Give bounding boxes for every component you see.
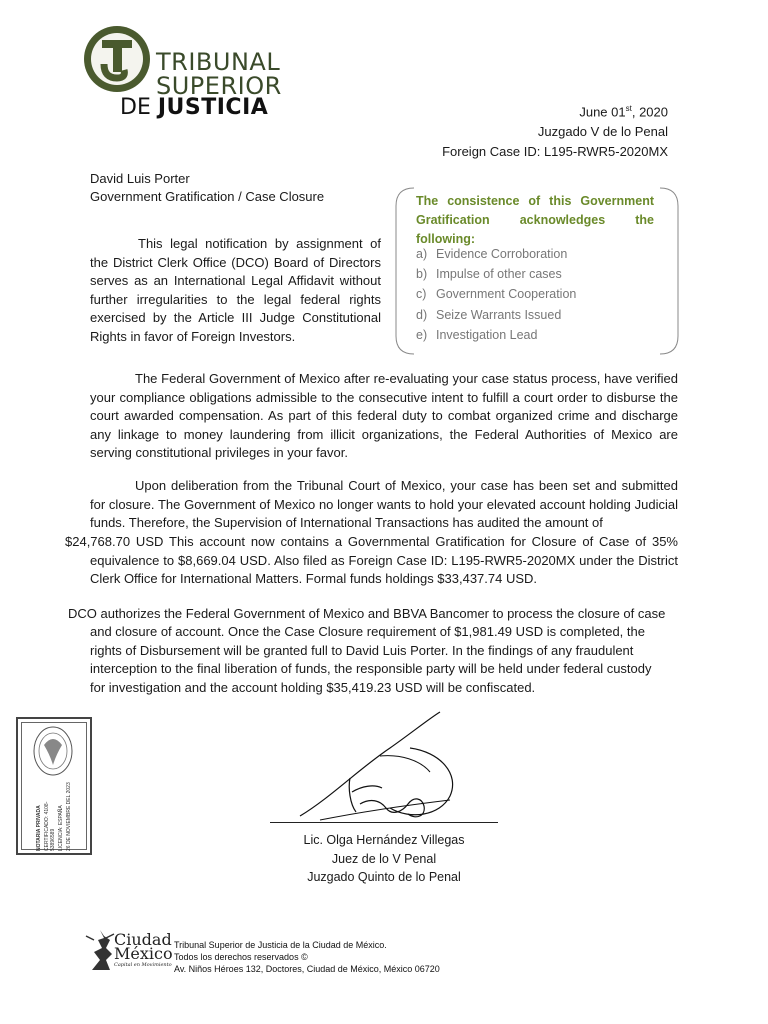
list-item: c) Government Cooperation — [416, 287, 577, 302]
list-item: e) Investigation Lead — [416, 327, 538, 342]
header-date: June 01st, 2020 — [579, 104, 668, 120]
cdmx-line2: México — [114, 944, 173, 963]
notary-stamp — [16, 717, 92, 855]
recipient-name: David Luis Porter — [90, 171, 190, 186]
body-paragraph-2a: Upon deliberation from the Tribunal Court of Mexico, your case has been set and submitted for closure. The Government of Mexico no longer wants to hold your elevated account holding Judicial funds. Therefore, the Supervision of International Transactions has audited the amount of — [90, 478, 678, 531]
body-paragraph-1: The Federal Government of Mexico after re-evaluating your case status process, have verified your compliance obligations admissible to the consecutive intent to fulfill a court order to disburse the court awarded compensation. As part of this federal duty to combat organized crime and discharge any linkage to money laundering from illicit organizations, the Federal Authorities of Mexico are serving constitutional privileges in your favor. — [90, 371, 678, 461]
seal-icon — [32, 725, 74, 777]
body-paragraph-3a: DCO authorizes the Federal Government of Mexico and BBVA Bancomer to process the closure of case — [68, 606, 666, 621]
header-info — [442, 99, 668, 162]
logo-line3 — [120, 97, 268, 119]
body-paragraph-2b: $24,768.70 USD This account now contains a Governmental Gratification for Closure of Case of 35% equivalence to $8,669.04 USD. Also filed as Foreign Case ID: L195-RWR5-2020MX under the District Clerk Office for International Matters. Formal funds holdings $33,437.74 USD. — [65, 534, 678, 587]
signature-line — [270, 822, 498, 823]
header-court: Juzgado V de lo Penal — [537, 124, 668, 140]
recipient-subject: Government Gratification / Case Closure — [90, 189, 325, 204]
signatory-title: Juez de lo V Penal — [331, 851, 437, 866]
handwritten-signature — [290, 708, 470, 826]
recipient — [90, 170, 324, 206]
logo-line1: TRIBUNAL — [156, 48, 281, 76]
intro-paragraph: This legal notification by assignment of the District Clerk Office (DCO) Board of Directors serves as an International Legal Affidavit without further irregularities to the legal federal rights exercised by the Article III Judge Constitutional Rights in favor of Foreign Investors. — [90, 236, 381, 344]
cdmx-tagline: Capital en Movimiento — [114, 962, 172, 968]
footer-line2: Todos los derechos reservados © — [174, 952, 308, 962]
logo-line3-main: JUSTICIA — [157, 95, 269, 120]
logo-line3-prefix: DE — [120, 95, 151, 120]
list-item: d) Seize Warrants Issued — [416, 307, 562, 322]
signatory-court: Juzgado Quinto de lo Penal — [307, 870, 461, 884]
signatory-name: Lic. Olga Hernández Villegas — [303, 833, 465, 847]
acknowledgement-title: The consistence of this Government Gratification acknowledges the following: — [416, 194, 654, 246]
stamp-text: NOTARIA PRIVADA CERTIFICADO: 4108-53896589 LICENCIA: ESPAÑA 26 DE NOVIEMBRE DEL 2023 — [36, 782, 72, 851]
signatory-block — [270, 831, 498, 887]
footer-text — [174, 939, 440, 975]
cdmx-line1: Ciudad — [114, 930, 172, 949]
list-item: b) Impulse of other cases — [416, 267, 562, 282]
list-item: a) Evidence Corroboration — [416, 247, 568, 261]
header-case-id: Foreign Case ID: L195-RWR5-2020MX — [442, 144, 668, 160]
logo-emblem-icon — [82, 24, 152, 94]
acknowledgement-list — [416, 244, 576, 345]
cdmx-brand — [114, 932, 173, 968]
logo-line2: SUPERIOR — [156, 72, 282, 100]
body-paragraph-3b: and closure of account. Once the Case Closure requirement of $1,981.49 USD is completed, the rights of Disbursement will be granted full to David Luis Porter. In the findings of any fraudulent interception to the final liberation of funds, the responsible party will be held under federal custody for investigation and the account holding $35,419.23 USD will be confiscated. — [90, 624, 652, 695]
cdmx-emblem-icon — [84, 926, 116, 972]
footer-line3: Av. Niños Héroes 132, Doctores, Ciudad de México, México 06720 — [174, 964, 440, 974]
footer-line1: Tribunal Superior de Justicia de la Ciudad de México. — [174, 940, 387, 950]
